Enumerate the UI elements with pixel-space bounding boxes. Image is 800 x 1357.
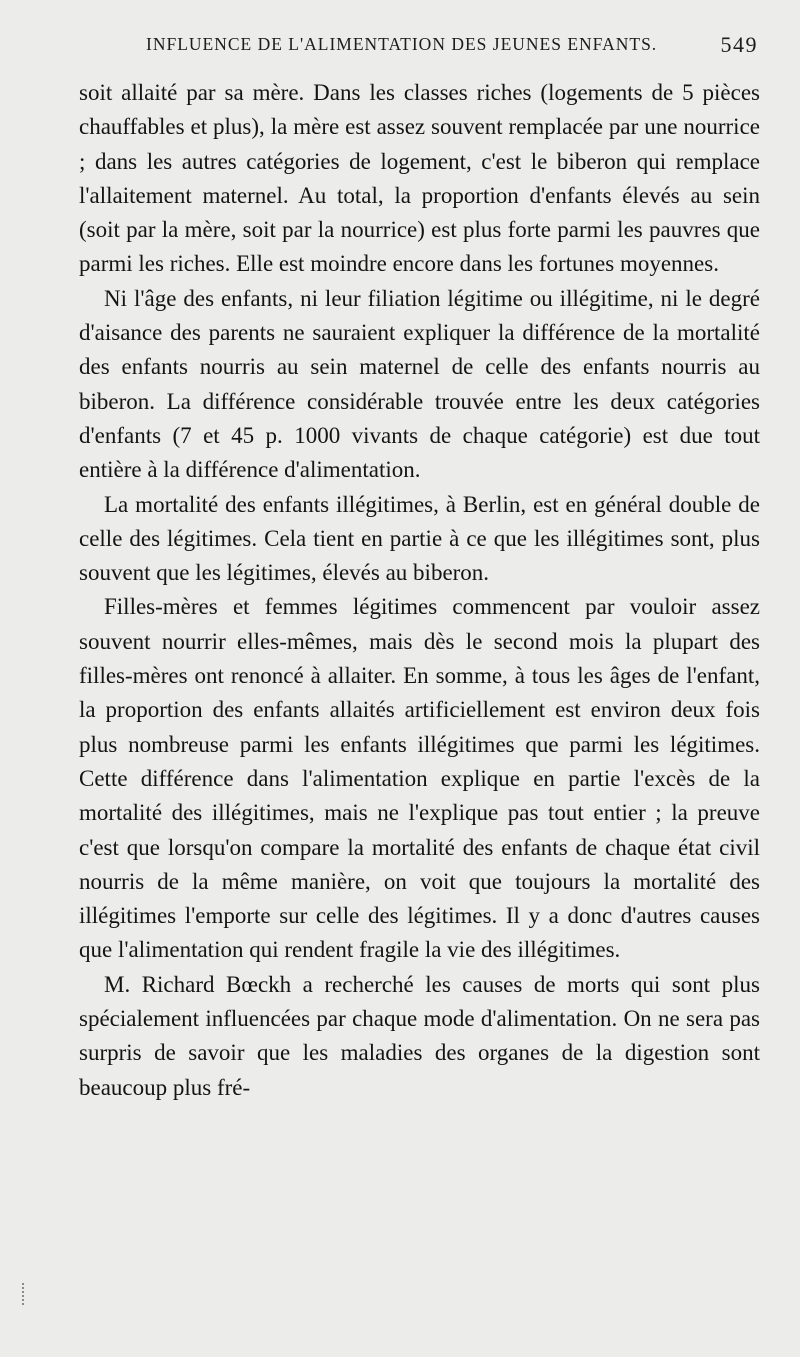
margin-speck [22, 1283, 27, 1305]
page-number: 549 [720, 32, 758, 57]
body-text [79, 76, 760, 1105]
paragraph-boeckh-causes: M. Richard Bœckh a recherché les causes de morts qui sont plus spécialement influencées par chaque mode d'alimentation. On ne sera pas surpris de savoir que les maladies des organes de la digestion sont beaucoup plus fré- [79, 971, 760, 1100]
paragraph-illegitimate-mortality: La mortalité des enfants illégitimes, à Berlin, est en général double de celle des légitimes. Cela tient en partie à ce que les illégitimes sont, plus souvent que les légitimes, élevés au biberon. [79, 491, 760, 586]
paragraph-continuation: soit allaité par sa mère. Dans les classes riches (logements de 5 pièces chauffables et plus), la mère est assez souvent remplacée par une nourrice ; dans les autres catégories de logement, c'est le biberon qui remplace l'allaitement maternel. Au total, la proportion d'enfants élevés au sein (soit par la mère, soit par la nourrice) est plus forte parmi les pauvres que parmi les riches. Elle est moindre encore dans les fortunes moyennes. [79, 80, 760, 277]
running-head [146, 34, 758, 64]
paragraph-unmarried-mothers: Filles-mères et femmes légitimes commencent par vouloir assez souvent nourrir elles-mêmes, mais dès le second mois la plupart des filles-mères ont renoncé à allaiter. En somme, à tous les âges de l'enfant, la proportion des enfants allaités artificiellement est environ deux fois plus nombreuse parmi les enfants illégitimes que parmi les légitimes. Cette différence dans l'alimentation explique en partie l'excès de la mortalité des illégitimes, mais ne l'explique pas tout entier ; la preuve c'est que lorsqu'on compare la mortalité des enfants de chaque état civil nourris de la même manière, on voit que toujours la mortalité des illégitimes l'emporte sur celle des légitimes. Il y a donc d'autres causes que l'alimentation qui rendent fragile la vie des illégitimes. [79, 594, 760, 963]
running-title: INFLUENCE DE L'ALIMENTATION DES JEUNES ENFANTS. [146, 34, 658, 54]
paragraph-age-filiation: Ni l'âge des enfants, ni leur filiation légitime ou illégitime, ni le degré d'aisance des parents ne sauraient expliquer la différence de la mortalité des enfants nourris au sein maternel de celle des enfants nourris au biberon. La différence considérable trouvée entre les deux catégories d'enfants (7 et 45 p. 1000 vivants de chaque catégorie) est due tout entière à la différence d'alimentation. [79, 285, 760, 483]
